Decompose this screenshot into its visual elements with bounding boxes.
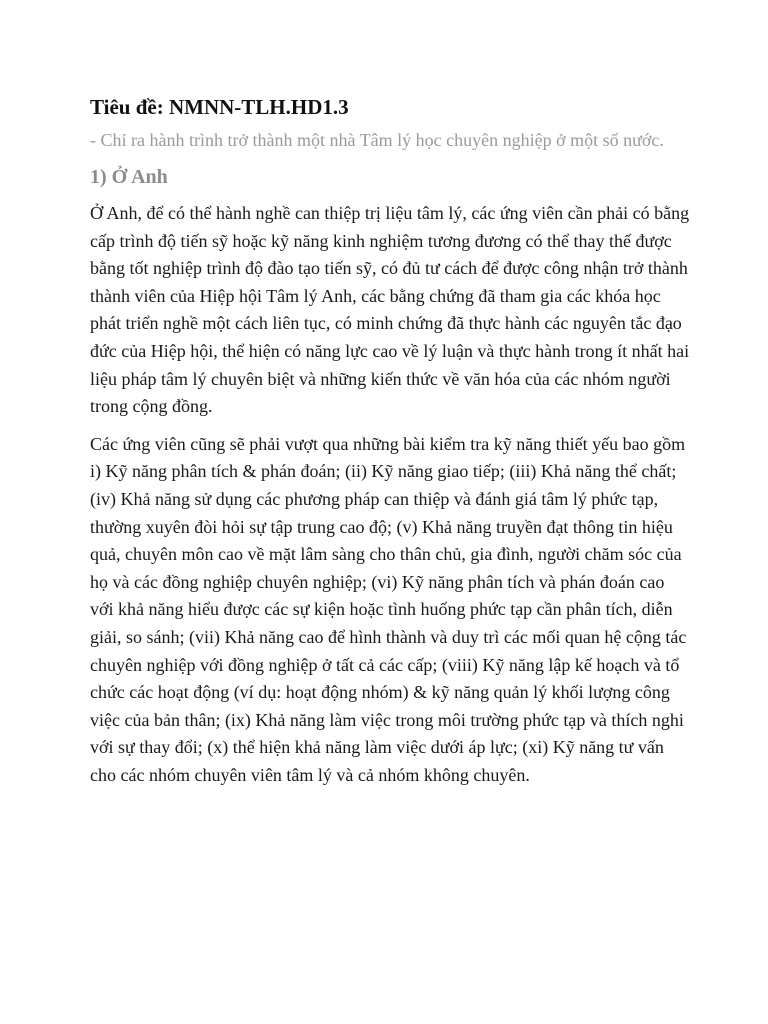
document-title: Tiêu đề: NMNN-TLH.HD1.3 — [90, 95, 349, 119]
document-subtitle: - Chỉ ra hành trình trở thành một nhà Tâm lý học chuyên nghiệp ở một số nước. — [90, 130, 664, 150]
document-page — [90, 92, 690, 799]
body-paragraph-2: Các ứng viên cũng sẽ phải vượt qua những bài kiểm tra kỹ năng thiết yếu bao gồm i) Kỹ năng phân tích & phán đoán; (ii) Kỹ năng giao tiếp; (iii) Khả năng thể chất; (iv) Khả năng sử dụng các phương pháp can thiệp và đánh giá tâm lý phức tạp, thường xuyên đòi hỏi sự tập trung cao độ; (v) Khả năng truyền đạt thông tin hiệu quả, chuyên môn cao về mặt lâm sàng cho thân chủ, gia đình, người chăm sóc của họ và các đồng nghiệp chuyên nghiệp; (vi) Kỹ năng phân tích và phán đoán cao với khả năng hiểu được các sự kiện hoặc tình huống phức tạp cần phân tích, diễn giải, so sánh; (vii) Khả năng cao để hình thành và duy trì các mối quan hệ cộng tác chuyên nghiệp với đồng nghiệp ở tất cả các cấp; (viii) Kỹ năng lập kế hoạch và tổ chức các hoạt động (ví dụ: hoạt động nhóm) & kỹ năng quản lý khối lượng công việc của bản thân; (ix) Khả năng làm việc trong môi trường phức tạp và thích nghi với sự thay đổi; (x) thể hiện khả năng làm việc dưới áp lực; (xi) Kỹ năng tư vấn cho các nhóm chuyên viên tâm lý và cả nhóm không chuyên. — [90, 433, 687, 785]
section-heading-england: 1) Ở Anh — [90, 166, 168, 188]
body-paragraph-1: Ở Anh, để có thể hành nghề can thiệp trị liệu tâm lý, các ứng viên cần phải có bằng cấp trình độ tiến sỹ hoặc kỹ năng kinh nghiệm tương đương có thể thay thế được bằng tốt nghiệp trình độ đào tạo tiến sỹ, có đủ tư cách để được công nhận trở thành thành viên của Hiệp hội Tâm lý Anh, các bằng chứng đã tham gia các khóa học phát triển nghề một cách liên tục, có minh chứng đã thực hành các nguyên tắc đạo đức của Hiệp hội, thể hiện có năng lực cao về lý luận và thực hành trong ít nhất hai liệu pháp tâm lý chuyên biệt và những kiến thức về văn hóa của các nhóm người trong cộng đồng. — [90, 203, 690, 417]
